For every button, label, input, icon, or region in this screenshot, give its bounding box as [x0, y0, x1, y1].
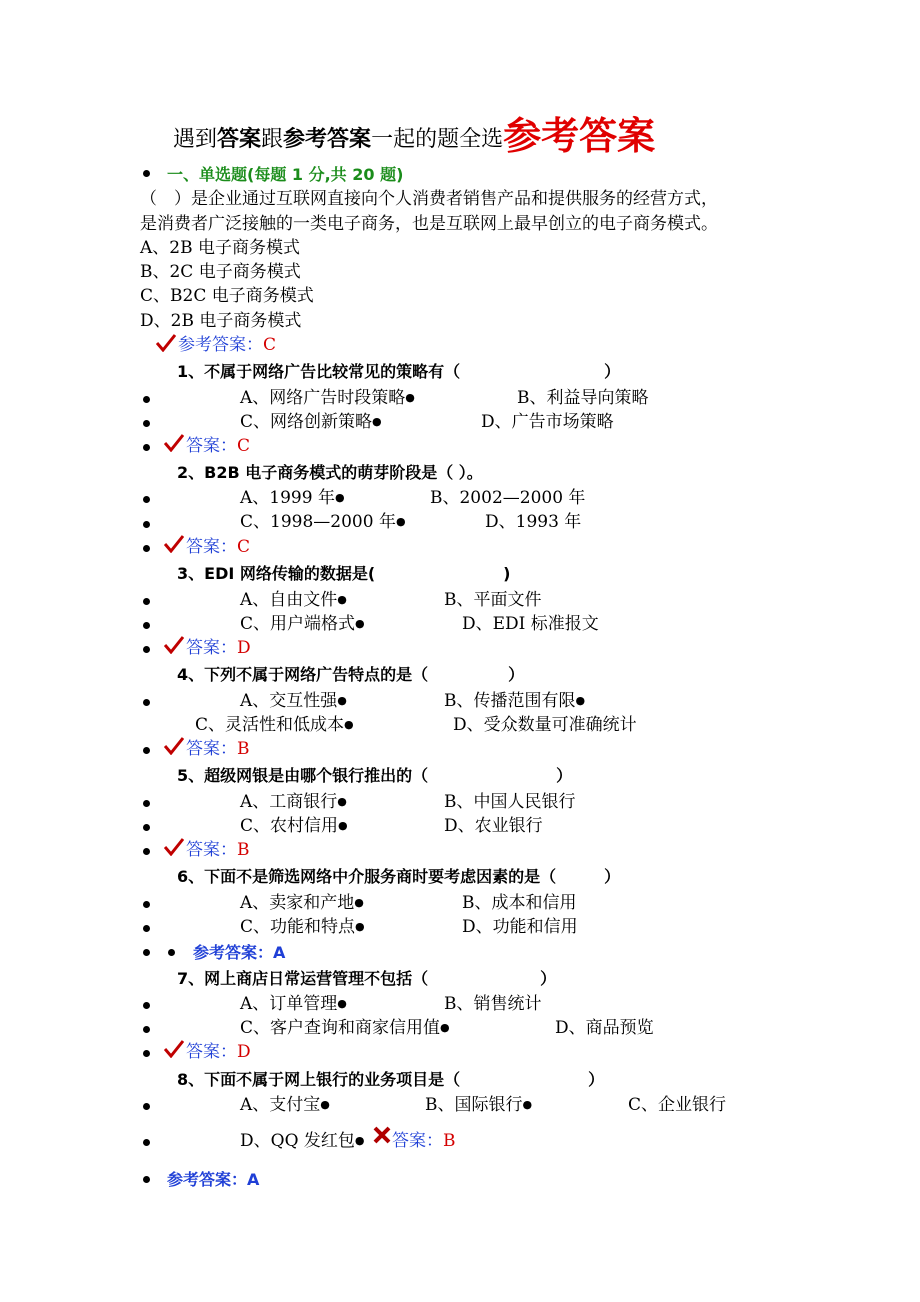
bullet-icon: ● [338, 819, 348, 832]
cross-icon [373, 1126, 391, 1144]
question-text: 3、EDI 网络传输的数据是( ) [177, 564, 511, 583]
option-b: B、销售统计 [444, 994, 542, 1014]
bullet-icon: ● [320, 1098, 330, 1111]
bullet-icon [143, 699, 150, 706]
option-d: D、受众数量可准确统计 [453, 715, 637, 735]
option-c-label: C、灵活性和低成本 [195, 715, 345, 735]
bullet-icon: ● [355, 920, 365, 933]
option-c [240, 916, 365, 938]
bullet-icon: ● [440, 1021, 450, 1034]
option-d: D、农业银行 [444, 816, 543, 836]
checkmark-icon [164, 737, 184, 755]
bullet-icon [143, 1103, 150, 1110]
bullet-icon [143, 824, 150, 831]
option-a-label: A、自由文件 [240, 590, 338, 610]
answer-value: B [237, 840, 250, 860]
answer-value: C [263, 335, 277, 355]
bullet-icon: ● [372, 415, 382, 428]
option-b: B、成本和信用 [462, 893, 577, 913]
option-c [240, 613, 365, 635]
question-text: 2、B2B 电子商务模式的萌芽阶段是（ ）。 [177, 463, 483, 482]
option-c [240, 815, 348, 837]
bullet-icon: ● [575, 694, 586, 707]
bullet-icon [143, 747, 150, 754]
bullet-icon: ● [354, 1134, 365, 1147]
title-part: 一起的题全选 [371, 127, 504, 152]
bullet-icon [143, 1176, 150, 1183]
answer-value: A [247, 1170, 260, 1189]
bullet-icon [143, 444, 150, 451]
question-text: 8、下面不属于网上银行的业务项目是（ ） [177, 1070, 605, 1089]
question-text: （ ）是企业通过互联网直接向个人消费者销售产品和提供服务的经营方式， [140, 189, 718, 209]
option-c-label: C、用户端格式 [240, 614, 356, 634]
page-title [173, 113, 655, 163]
title-part: 参考答案 [283, 126, 372, 152]
answer [178, 334, 276, 356]
answer-label: 答案： [186, 537, 237, 557]
option-c [240, 511, 406, 533]
bullet-icon [143, 949, 150, 956]
option-c: C、企业银行 [628, 1095, 727, 1115]
answer-value: B [443, 1131, 456, 1151]
option-d: D、商品预览 [555, 1018, 654, 1038]
question-text: 6、下面不是筛选网络中介服务商时要考虑因素的是（ ） [177, 867, 621, 886]
option-a-label: A、1999 年 [240, 488, 335, 508]
answer [186, 839, 250, 861]
option-a [240, 690, 347, 712]
bullet-icon: ● [337, 997, 347, 1010]
option-c [195, 714, 354, 736]
option-c-label: C、网络创新策略 [240, 412, 373, 432]
checkmark-icon [156, 334, 176, 352]
answer-value: D [237, 638, 251, 658]
bullet-icon [143, 800, 150, 807]
title-part: 跟 [261, 127, 284, 152]
checkmark-icon [164, 1040, 184, 1058]
question-text: 7、网上商店日常运营管理不包括（ ） [177, 969, 557, 988]
option-a: A、2B 电子商务模式 [140, 238, 300, 258]
bullet-icon: ● [354, 896, 364, 909]
bullet-icon: ● [337, 593, 347, 606]
bullet-icon [143, 622, 150, 629]
option-a [240, 1094, 330, 1116]
answer [193, 940, 285, 963]
option-d: D、2B 电子商务模式 [140, 311, 302, 331]
bullet-icon: ● [337, 795, 347, 808]
bullet-icon: ● [395, 515, 406, 528]
bullet-icon [143, 646, 150, 653]
bullet-icon [143, 545, 150, 552]
option-a [240, 791, 347, 813]
bullet-icon [143, 1139, 150, 1146]
answer [167, 1167, 259, 1190]
option-b [425, 1094, 532, 1116]
title-emphasis: 参考答案 [503, 113, 656, 158]
answer-label: 答案： [186, 638, 237, 658]
option-d: D、功能和信用 [462, 917, 578, 937]
bullet-icon [143, 496, 150, 503]
option-a [240, 487, 345, 509]
answer [392, 1130, 456, 1152]
bullet-icon [143, 396, 150, 403]
question-text: 1、不属于网络广告比较常见的策略有（ ） [177, 362, 621, 381]
option-d: D、EDI 标准报文 [462, 614, 599, 634]
bullet-icon: ● [344, 718, 354, 731]
option-a [240, 993, 347, 1015]
question-text: 是消费者广泛接触的一类电子商务，也是互联网上最早创立的电子商务模式。 [140, 214, 718, 234]
answer-label: 参考答案： [167, 1170, 248, 1189]
bullet-icon [143, 925, 150, 932]
option-c-label: C、1998—2000 年 [240, 512, 396, 532]
answer-value: C [237, 436, 251, 456]
bullet-icon: ● [337, 694, 347, 707]
option-b: B、2C 电子商务模式 [140, 262, 301, 282]
answer-label: 答案： [186, 840, 237, 860]
option-a-label: A、订单管理 [240, 994, 338, 1014]
answer-value: D [237, 1042, 251, 1062]
option-b: B、2002—2000 年 [430, 488, 586, 508]
checkmark-icon [164, 434, 184, 452]
option-d: D、广告市场策略 [481, 412, 614, 432]
checkmark-icon [164, 535, 184, 553]
option-b [444, 690, 585, 712]
option-c: C、B2C 电子商务模式 [140, 286, 314, 306]
bullet-icon: ● [522, 1098, 533, 1111]
answer-value: C [237, 537, 251, 557]
answer-value: A [273, 943, 286, 962]
option-c-label: C、客户查询和商家信用值 [240, 1018, 441, 1038]
bullet-icon [143, 170, 150, 177]
option-c-label: C、功能和特点 [240, 917, 356, 937]
bullet-icon [143, 1026, 150, 1033]
bullet-icon [143, 598, 150, 605]
bullet-icon: ● [355, 617, 365, 630]
answer [186, 435, 250, 457]
bullet-icon [143, 521, 150, 528]
option-a [240, 892, 364, 914]
option-d [240, 1130, 365, 1152]
question-text: 5、超级网银是由哪个银行推出的（ ） [177, 766, 573, 785]
option-b: B、中国人民银行 [444, 792, 576, 812]
option-a-label: A、工商银行 [240, 792, 338, 812]
title-part: 答案 [217, 126, 262, 152]
bullet-icon [143, 420, 150, 427]
checkmark-icon [164, 636, 184, 654]
bullet-icon [143, 1002, 150, 1009]
option-b-label: B、国际银行 [425, 1095, 523, 1115]
answer-value: B [237, 739, 250, 759]
option-a-label: A、网络广告时段策略 [240, 388, 406, 408]
checkmark-icon [164, 838, 184, 856]
title-part: 遇到 [173, 127, 218, 152]
answer [186, 1041, 251, 1063]
option-c [240, 1017, 450, 1039]
option-a [240, 387, 415, 409]
option-b: B、利益导向策略 [517, 388, 649, 408]
bullet-icon [143, 901, 150, 908]
bullet-icon [143, 848, 150, 855]
answer-label: 答案： [186, 739, 237, 759]
answer-label: 答案： [392, 1131, 443, 1151]
option-d-label: D、QQ 发红包 [240, 1131, 355, 1151]
answer [186, 738, 250, 760]
answer-label: 答案： [186, 436, 237, 456]
option-c [240, 411, 382, 433]
question-text: 4、下列不属于网络广告特点的是（ ） [177, 665, 525, 684]
option-c-label: C、农村信用 [240, 816, 339, 836]
option-b-label: B、传播范围有限 [444, 691, 576, 711]
bullet-icon: ● [334, 491, 345, 504]
answer-label: 参考答案： [193, 943, 274, 962]
option-a [240, 589, 347, 611]
section-heading: 一、单选题(每题 1 分,共 20 题) [167, 165, 404, 184]
bullet-icon [168, 949, 175, 956]
option-a-label: A、交互性强 [240, 691, 338, 711]
answer-label: 参考答案： [178, 335, 263, 355]
bullet-icon [143, 1050, 150, 1057]
bullet-icon: ● [405, 391, 415, 404]
option-b: B、平面文件 [444, 590, 542, 610]
answer [186, 637, 251, 659]
answer [186, 536, 250, 558]
option-d: D、1993 年 [485, 512, 582, 532]
option-a-label: A、卖家和产地 [240, 893, 355, 913]
answer-label: 答案： [186, 1042, 237, 1062]
option-a-label: A、支付宝 [240, 1095, 321, 1115]
